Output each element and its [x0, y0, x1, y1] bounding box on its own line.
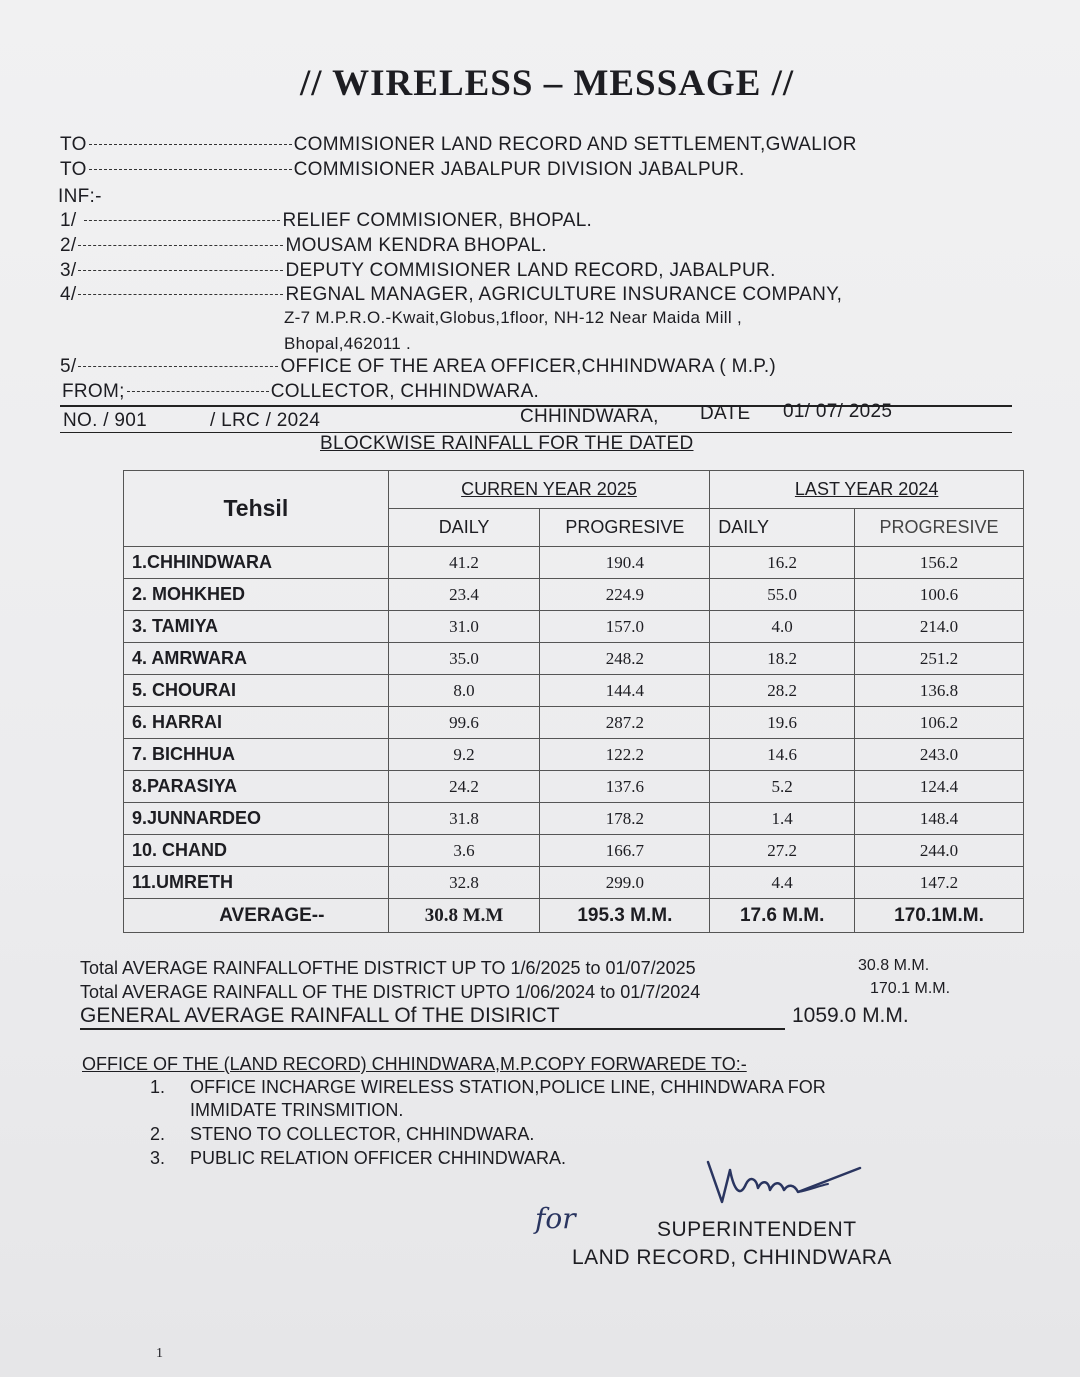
cur-progressive: 248.2: [540, 643, 710, 675]
table-row: [124, 803, 1024, 835]
inf-line-2: [60, 235, 547, 257]
last-daily-header: DAILY: [710, 509, 855, 547]
last-progressive: 156.2: [855, 547, 1024, 579]
last-progressive: 251.2: [855, 643, 1024, 675]
tehsil-name: 9.JUNNARDEO: [124, 803, 389, 835]
address-line-2: Bhopal,462011 .: [284, 334, 412, 353]
last-progressive: 243.0: [855, 739, 1024, 771]
last-progressive: 136.8: [855, 675, 1024, 707]
handwritten-signature: [700, 1150, 870, 1220]
cur-daily: 24.2: [388, 771, 540, 803]
tehsil-name: 1.CHHINDWARA: [124, 547, 389, 579]
cur-progressive: 287.2: [540, 707, 710, 739]
general-average-value: 1059.0 M.M.: [792, 1004, 909, 1027]
last-progressive: 106.2: [855, 707, 1024, 739]
tehsil-name: 11.UMRETH: [124, 867, 389, 899]
cur-progressive-header: PROGRESIVE: [540, 509, 710, 547]
cur-progressive: 137.6: [540, 771, 710, 803]
general-average-label: GENERAL AVERAGE RAINFALL Of THE DISIRICT: [80, 1004, 785, 1030]
cur-progressive: 166.7: [540, 835, 710, 867]
table-header-row: [124, 471, 1024, 509]
last-daily: 18.2: [710, 643, 855, 675]
inf-recipient: REGNAL MANAGER, AGRICULTURE INSURANCE COMPANY,: [285, 284, 843, 305]
address-line-1: Z-7 M.P.R.O.-Kwait,Globus,1floor, NH-12 Near Maida Mill ,: [284, 308, 742, 327]
ref-place: CHHINDWARA,: [520, 406, 659, 427]
cur-daily: 23.4: [388, 579, 540, 611]
inf-label: INF:-: [58, 186, 102, 207]
copy-item-3: PUBLIC RELATION OFFICER CHHINDWARA.: [190, 1148, 567, 1168]
copy-item-1-line-1: OFFICE INCHARGE WIRELESS STATION,POLICE LINE, CHHINDWARA FOR: [190, 1077, 826, 1097]
table-row: [124, 835, 1024, 867]
tehsil-name: 4. AMRWARA: [124, 643, 389, 675]
last-year-label: LAST YEAR 2024: [794, 479, 939, 499]
document-title: // WIRELESS – MESSAGE //: [300, 63, 795, 104]
table-row: [124, 771, 1024, 803]
inf-number: 2/: [60, 235, 77, 256]
last-daily: 5.2: [710, 771, 855, 803]
table-row: [124, 675, 1024, 707]
inf-line-3: [60, 260, 776, 282]
inf-line-4: [60, 284, 842, 306]
copy-item-number: 3.: [150, 1148, 166, 1168]
cur-daily: 41.2: [388, 547, 540, 579]
cur-daily: 3.6: [388, 835, 540, 867]
cur-progressive: 157.0: [540, 611, 710, 643]
tehsil-name: 2. MOHKHED: [124, 579, 389, 611]
cur-progressive: 299.0: [540, 867, 710, 899]
copy-header: [82, 1054, 747, 1075]
copy-header-text: OFFICE OF THE (LAND RECORD) CHHINDWARA,M.P.COPY FORWAREDE TO:-: [82, 1054, 747, 1074]
from-label: FROM;: [62, 381, 125, 402]
last-progressive: 147.2: [855, 867, 1024, 899]
last-daily: 55.0: [710, 579, 855, 611]
inf-line-5: [60, 356, 776, 378]
tehsil-name: 6. HARRAI: [124, 707, 389, 739]
from-sender: COLLECTOR, CHHINDWARA.: [270, 381, 540, 402]
last-progressive: 124.4: [855, 771, 1024, 803]
cur-daily: 8.0: [388, 675, 540, 707]
last-progressive-header: PROGRESIVE: [855, 509, 1024, 547]
last-daily: 28.2: [710, 675, 855, 707]
tehsil-name: 7. BICHHUA: [124, 739, 389, 771]
page-number: 1: [156, 1346, 163, 1361]
cur-daily: 31.8: [388, 803, 540, 835]
inf-recipient: MOUSAM KENDRA BHOPAL.: [285, 235, 547, 256]
last-progressive: 148.4: [855, 803, 1024, 835]
inf-recipient: OFFICE OF THE AREA OFFICER,CHHINDWARA ( M.P.): [280, 356, 777, 377]
table-row: [124, 611, 1024, 643]
cur-daily: 35.0: [388, 643, 540, 675]
to-line-2: [60, 159, 745, 181]
last-progressive: 100.6: [855, 579, 1024, 611]
general-average: [80, 1004, 785, 1030]
cur-daily: 32.8: [388, 867, 540, 899]
inf-number: 5/: [60, 356, 77, 377]
avg-last-daily: 17.6 M.M.: [710, 899, 855, 933]
cur-progressive: 178.2: [540, 803, 710, 835]
cur-daily-header: DAILY: [388, 509, 540, 547]
rainfall-table: [123, 470, 1024, 933]
table-row: [124, 739, 1024, 771]
to-label: TO: [60, 134, 87, 155]
inf-number: 3/: [60, 260, 77, 281]
cur-progressive: 190.4: [540, 547, 710, 579]
copy-item-number: 1.: [150, 1077, 166, 1097]
inf-line-1: [60, 210, 592, 232]
copy-item-1-line-2: IMMIDATE TRINSMITION.: [190, 1100, 404, 1120]
signature-for: for: [535, 1202, 576, 1235]
signature-office: LAND RECORD, CHHINDWARA: [572, 1246, 892, 1269]
avg-cur-daily: 30.8 M.M: [388, 899, 540, 933]
inf-number: 4/: [60, 284, 77, 305]
table-row: [124, 707, 1024, 739]
tehsil-name: 5. CHOURAI: [124, 675, 389, 707]
table-row: [124, 867, 1024, 899]
last-daily: 1.4: [710, 803, 855, 835]
tehsil-header: Tehsil: [124, 471, 389, 547]
total-last: Total AVERAGE RAINFALL OF THE DISTRICT UPTO 1/06/2024 to 01/7/2024: [80, 982, 701, 1002]
ref-date: 01/ 07/ 2025: [783, 401, 893, 422]
table-row: [124, 579, 1024, 611]
to-recipient: COMMISIONER JABALPUR DIVISION JABALPUR.: [293, 159, 745, 180]
inf-number: 1/: [60, 210, 77, 231]
to-recipient: COMMISIONER LAND RECORD AND SETTLEMENT,GWALIOR: [293, 134, 857, 155]
last-daily: 14.6: [710, 739, 855, 771]
cur-progressive: 224.9: [540, 579, 710, 611]
current-year-label: CURREN YEAR 2025: [461, 479, 637, 499]
current-year-header: [388, 471, 710, 509]
to-label: TO: [60, 159, 87, 180]
avg-last-progressive: 170.1M.M.: [855, 899, 1024, 933]
copy-item-number: 2.: [150, 1124, 166, 1144]
table-subtitle: BLOCKWISE RAINFALL FOR THE DATED: [320, 433, 694, 454]
cur-daily: 9.2: [388, 739, 540, 771]
table-row: [124, 547, 1024, 579]
cur-progressive: 144.4: [540, 675, 710, 707]
table-row: [124, 643, 1024, 675]
to-line-1: [60, 134, 857, 156]
tehsil-name: 10. CHAND: [124, 835, 389, 867]
last-daily: 4.0: [710, 611, 855, 643]
last-daily: 19.6: [710, 707, 855, 739]
cur-daily: 31.0: [388, 611, 540, 643]
inf-recipient: RELIEF COMMISIONER, BHOPAL.: [282, 210, 593, 231]
signature-designation: SUPERINTENDENT: [657, 1218, 857, 1241]
last-year-header: [710, 471, 1024, 509]
total-last-value: 170.1 M.M.: [870, 980, 951, 997]
ref-number: NO. / 901: [63, 410, 148, 431]
inf-recipient: DEPUTY COMMISIONER LAND RECORD, JABALPUR.: [285, 260, 776, 281]
avg-cur-progressive: 195.3 M.M.: [540, 899, 710, 933]
average-label: AVERAGE--: [124, 899, 389, 933]
ref-lrc: / LRC / 2024: [210, 410, 321, 431]
ref-date-label: DATE: [700, 403, 751, 424]
tehsil-name: 3. TAMIYA: [124, 611, 389, 643]
cur-progressive: 122.2: [540, 739, 710, 771]
total-current: Total AVERAGE RAINFALLOFTHE DISTRICT UP TO 1/6/2025 to 01/07/2025: [80, 958, 696, 978]
tehsil-name: 8.PARASIYA: [124, 771, 389, 803]
cur-daily: 99.6: [388, 707, 540, 739]
copy-item-2: STENO TO COLLECTOR, CHHINDWARA.: [190, 1124, 535, 1144]
last-progressive: 214.0: [855, 611, 1024, 643]
average-row: [124, 899, 1024, 933]
last-daily: 16.2: [710, 547, 855, 579]
last-daily: 4.4: [710, 867, 855, 899]
last-daily: 27.2: [710, 835, 855, 867]
from-line: [62, 381, 539, 403]
total-current-value: 30.8 M.M.: [858, 957, 930, 974]
last-progressive: 244.0: [855, 835, 1024, 867]
